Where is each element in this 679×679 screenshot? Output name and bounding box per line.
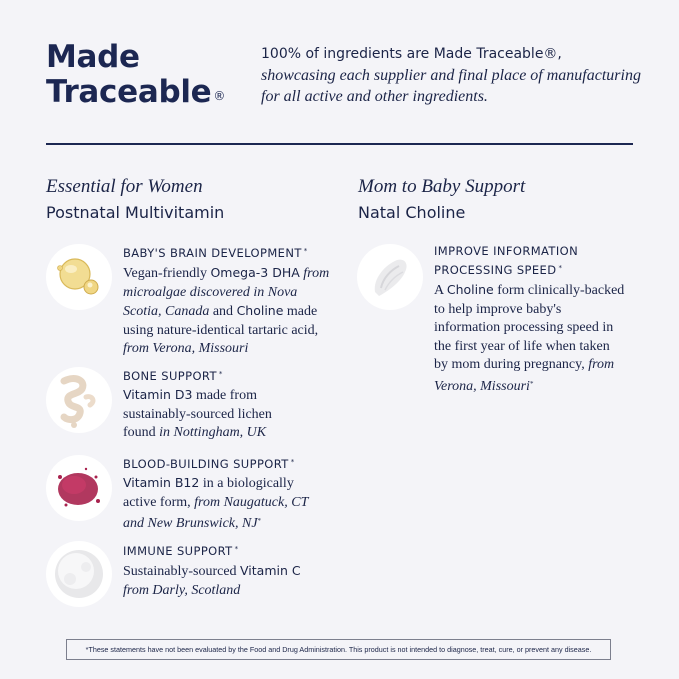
ingredient-description (123, 264, 335, 359)
asterisk: * (558, 264, 563, 272)
ingredient-name: Vitamin C (240, 563, 301, 578)
headline-rest: showcasing each supplier and final place of manufacturing for all active and other ingredients. (261, 67, 641, 105)
oil-droplets-icon (46, 244, 112, 310)
ingredient-description (123, 474, 323, 534)
desc-text: made from sustainably-sourced lichen found (123, 388, 272, 440)
title-text: BLOOD-BUILDING SUPPORT (123, 457, 289, 471)
ingredient-description (123, 386, 293, 443)
berry-powder-icon (46, 455, 112, 521)
powder-smear-icon (357, 244, 423, 310)
title-text: BONE SUPPORT (123, 369, 217, 383)
title-text: IMPROVE INFORMATION (434, 244, 579, 258)
asterisk: * (303, 247, 308, 255)
registered-mark: ® (213, 89, 226, 103)
right-product-name: Natal Choline (358, 203, 466, 222)
asterisk: * (290, 458, 295, 466)
source-location: from microalgae discovered in Nova Scotia, Canada (123, 266, 330, 319)
title-text: BABY'S BRAIN DEVELOPMENT (123, 246, 302, 260)
title-text: IMMUNE SUPPORT (123, 544, 233, 558)
source-location: from Verona, Missouri (434, 357, 615, 394)
ingredient-name: Vitamin D3 (123, 387, 193, 402)
header-divider (46, 143, 633, 145)
left-eyebrow: Essential for Women (46, 176, 203, 197)
brand-line-2 (46, 75, 225, 114)
desc-text: Vegan-friendly (123, 266, 211, 281)
cream-swatch-icon (46, 367, 112, 433)
right-column-header (358, 175, 525, 225)
left-column-header (46, 175, 224, 225)
source-location: from Naugatuck, CT and New Brunswick, NJ (123, 494, 309, 531)
ingredient-description (123, 562, 323, 600)
ingredient-name: Omega-3 DHA (210, 265, 300, 280)
desc-text: made using nature-identical tartaric acid, (123, 304, 319, 338)
made-traceable-logo (46, 40, 225, 114)
title-text: PROCESSING SPEED (434, 263, 557, 277)
desc-text: in a biologically active form, (123, 476, 294, 510)
ingredient-name: Vitamin B12 (123, 475, 200, 490)
source-location: in Nottingham, UK (159, 425, 267, 440)
asterisk: * (529, 379, 534, 388)
headline (261, 44, 641, 107)
ingredient-title (123, 366, 223, 385)
ingredient-title (434, 243, 578, 279)
desc-text: Sustainably-sourced (123, 564, 241, 579)
ingredient-title (123, 454, 295, 473)
fda-disclaimer: *These statements have not been evaluated by the Food and Drug Administration. This product is not intended to diagnose, treat, cure, or prevent any disease. (66, 639, 611, 660)
asterisk: * (218, 370, 223, 378)
desc-text: A (434, 283, 447, 298)
left-product-name: Postnatal Multivitamin (46, 203, 225, 222)
headline-lead: 100% of ingredients are Made Traceable®, (261, 46, 562, 62)
ingredient-name: Choline (446, 282, 494, 297)
white-powder-icon (46, 541, 112, 607)
ingredient-name: Choline (236, 303, 284, 318)
source-location: from Verona, Missouri (123, 341, 249, 356)
desc-text: form clinically-backed to help improve baby's information processing speed in the first year of life when taken by mom during pregnancy, (434, 283, 625, 372)
brand-line-1: Made (46, 39, 140, 75)
ingredient-title (123, 541, 239, 560)
asterisk: * (257, 517, 262, 525)
ingredient-title (123, 243, 308, 262)
desc-text: and (209, 304, 237, 319)
source-location: from Darly, Scotland (123, 582, 241, 598)
right-eyebrow: Mom to Baby Support (358, 176, 526, 197)
asterisk: * (234, 545, 239, 553)
brand-word: Traceable (46, 74, 212, 110)
ingredient-description (434, 281, 626, 396)
